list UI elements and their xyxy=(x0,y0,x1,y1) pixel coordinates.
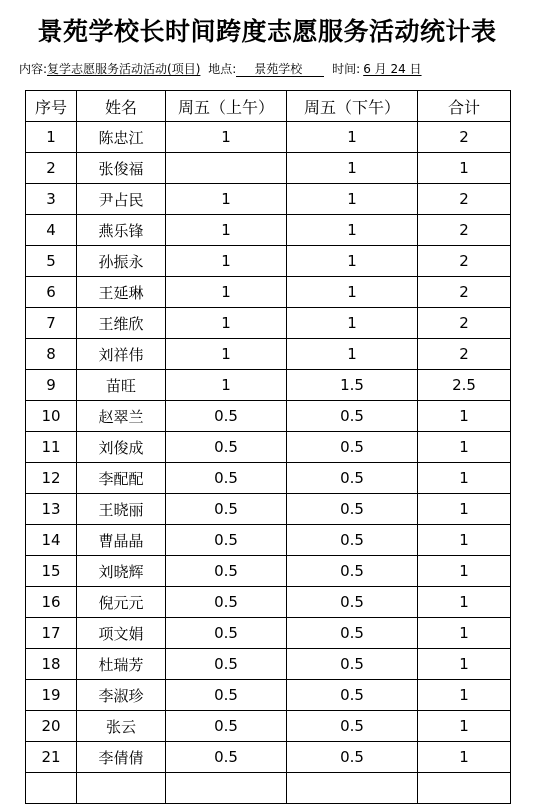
cell-index: 10 xyxy=(26,401,77,432)
cell-friday-morning: 0.5 xyxy=(166,649,287,680)
cell-total xyxy=(418,773,511,804)
cell-total: 2 xyxy=(418,308,511,339)
cell-index: 18 xyxy=(26,649,77,680)
table-row xyxy=(26,618,511,649)
cell-name: 陈忠江 xyxy=(77,122,166,153)
cell-name: 赵翠兰 xyxy=(77,401,166,432)
cell-friday-afternoon: 0.5 xyxy=(287,618,418,649)
cell-friday-afternoon: 1 xyxy=(287,122,418,153)
cell-friday-afternoon xyxy=(287,773,418,804)
cell-friday-afternoon: 0.5 xyxy=(287,556,418,587)
cell-total: 2.5 xyxy=(418,370,511,401)
cell-total: 2 xyxy=(418,122,511,153)
cell-total: 1 xyxy=(418,711,511,742)
table-row xyxy=(26,308,511,339)
cell-friday-morning: 0.5 xyxy=(166,618,287,649)
table-row xyxy=(26,711,511,742)
table-row xyxy=(26,339,511,370)
cell-total: 1 xyxy=(418,742,511,773)
cell-name: 倪元元 xyxy=(77,587,166,618)
header-total: 合计 xyxy=(418,91,511,122)
cell-friday-morning: 0.5 xyxy=(166,742,287,773)
cell-index: 14 xyxy=(26,525,77,556)
cell-friday-afternoon: 0.5 xyxy=(287,711,418,742)
cell-name: 王晓丽 xyxy=(77,494,166,525)
cell-index: 1 xyxy=(26,122,77,153)
cell-index: 8 xyxy=(26,339,77,370)
cell-friday-afternoon: 1.5 xyxy=(287,370,418,401)
table-row xyxy=(26,556,511,587)
table-row xyxy=(26,742,511,773)
cell-friday-morning: 1 xyxy=(166,122,287,153)
header-friday-morning: 周五（上午） xyxy=(166,91,287,122)
cell-total: 1 xyxy=(418,153,511,184)
cell-friday-morning: 1 xyxy=(166,184,287,215)
cell-friday-morning: 0.5 xyxy=(166,711,287,742)
cell-name: 李倩倩 xyxy=(77,742,166,773)
cell-total: 1 xyxy=(418,463,511,494)
cell-total: 1 xyxy=(418,401,511,432)
table-row xyxy=(26,215,511,246)
header-index: 序号 xyxy=(26,91,77,122)
header-friday-afternoon: 周五（下午） xyxy=(287,91,418,122)
cell-total: 1 xyxy=(418,432,511,463)
table-header-row xyxy=(26,91,511,122)
cell-index: 11 xyxy=(26,432,77,463)
cell-friday-afternoon: 0.5 xyxy=(287,587,418,618)
cell-friday-morning: 0.5 xyxy=(166,432,287,463)
cell-total: 1 xyxy=(418,649,511,680)
cell-name: 刘晓辉 xyxy=(77,556,166,587)
cell-index: 9 xyxy=(26,370,77,401)
cell-total: 1 xyxy=(418,494,511,525)
cell-total: 2 xyxy=(418,339,511,370)
table-row xyxy=(26,773,511,804)
cell-index: 15 xyxy=(26,556,77,587)
volunteer-stats-table xyxy=(25,90,511,804)
cell-friday-morning: 1 xyxy=(166,339,287,370)
cell-friday-afternoon: 0.5 xyxy=(287,742,418,773)
header-name: 姓名 xyxy=(77,91,166,122)
cell-friday-morning: 0.5 xyxy=(166,494,287,525)
table-row xyxy=(26,277,511,308)
cell-name: 燕乐锋 xyxy=(77,215,166,246)
table-row xyxy=(26,463,511,494)
cell-total: 1 xyxy=(418,556,511,587)
cell-name: 李淑珍 xyxy=(77,680,166,711)
cell-friday-afternoon: 1 xyxy=(287,215,418,246)
cell-friday-morning: 1 xyxy=(166,308,287,339)
cell-index: 2 xyxy=(26,153,77,184)
cell-friday-morning: 0.5 xyxy=(166,556,287,587)
table-row xyxy=(26,587,511,618)
cell-friday-morning: 1 xyxy=(166,215,287,246)
cell-index: 13 xyxy=(26,494,77,525)
cell-friday-afternoon: 0.5 xyxy=(287,494,418,525)
table-row xyxy=(26,370,511,401)
cell-index xyxy=(26,773,77,804)
cell-index: 4 xyxy=(26,215,77,246)
cell-name: 杜瑞芳 xyxy=(77,649,166,680)
cell-total: 2 xyxy=(418,215,511,246)
cell-friday-morning: 0.5 xyxy=(166,525,287,556)
cell-friday-morning xyxy=(166,773,287,804)
cell-friday-afternoon: 0.5 xyxy=(287,649,418,680)
cell-friday-afternoon: 1 xyxy=(287,153,418,184)
cell-friday-morning: 1 xyxy=(166,370,287,401)
cell-friday-afternoon: 0.5 xyxy=(287,401,418,432)
table-row xyxy=(26,680,511,711)
cell-friday-morning: 0.5 xyxy=(166,680,287,711)
cell-friday-afternoon: 1 xyxy=(287,184,418,215)
cell-friday-morning: 1 xyxy=(166,277,287,308)
table-row xyxy=(26,401,511,432)
table-row xyxy=(26,494,511,525)
table-row xyxy=(26,246,511,277)
cell-friday-morning xyxy=(166,153,287,184)
cell-index: 12 xyxy=(26,463,77,494)
cell-index: 19 xyxy=(26,680,77,711)
cell-total: 1 xyxy=(418,525,511,556)
cell-friday-morning: 0.5 xyxy=(166,587,287,618)
cell-name: 王延琳 xyxy=(77,277,166,308)
cell-index: 20 xyxy=(26,711,77,742)
time-value: 6 月 24 日 xyxy=(363,62,422,76)
cell-friday-afternoon: 0.5 xyxy=(287,463,418,494)
cell-total: 1 xyxy=(418,680,511,711)
cell-total: 1 xyxy=(418,587,511,618)
document-title: 景苑学校长时间跨度志愿服务活动统计表 xyxy=(37,17,497,46)
table-row xyxy=(26,153,511,184)
cell-name: 孙振永 xyxy=(77,246,166,277)
table-row xyxy=(26,432,511,463)
cell-name: 苗旺 xyxy=(77,370,166,401)
cell-total: 2 xyxy=(418,246,511,277)
cell-name: 尹占民 xyxy=(77,184,166,215)
cell-name: 刘祥伟 xyxy=(77,339,166,370)
cell-friday-afternoon: 1 xyxy=(287,277,418,308)
cell-name: 李配配 xyxy=(77,463,166,494)
location-label: 地点: xyxy=(208,62,237,76)
cell-name: 曹晶晶 xyxy=(77,525,166,556)
cell-index: 17 xyxy=(26,618,77,649)
location-value: 景苑学校 xyxy=(236,62,324,77)
cell-index: 7 xyxy=(26,308,77,339)
table-row xyxy=(26,525,511,556)
cell-friday-morning: 0.5 xyxy=(166,401,287,432)
cell-total: 1 xyxy=(418,618,511,649)
cell-name: 张云 xyxy=(77,711,166,742)
cell-friday-afternoon: 1 xyxy=(287,339,418,370)
content-value: 复学志愿服务活动活动(项目) xyxy=(47,62,201,76)
content-label: 内容: xyxy=(19,62,48,76)
cell-friday-afternoon: 1 xyxy=(287,308,418,339)
cell-total: 2 xyxy=(418,184,511,215)
cell-name: 张俊福 xyxy=(77,153,166,184)
cell-index: 6 xyxy=(26,277,77,308)
cell-name: 项文娟 xyxy=(77,618,166,649)
cell-index: 5 xyxy=(26,246,77,277)
cell-name xyxy=(77,773,166,804)
cell-index: 16 xyxy=(26,587,77,618)
table-row xyxy=(26,184,511,215)
table-row xyxy=(26,122,511,153)
cell-index: 3 xyxy=(26,184,77,215)
cell-friday-morning: 0.5 xyxy=(166,463,287,494)
table-row xyxy=(26,649,511,680)
cell-total: 2 xyxy=(418,277,511,308)
cell-friday-afternoon: 0.5 xyxy=(287,525,418,556)
cell-friday-afternoon: 0.5 xyxy=(287,432,418,463)
cell-index: 21 xyxy=(26,742,77,773)
cell-name: 王维欣 xyxy=(77,308,166,339)
time-label: 时间: xyxy=(332,62,361,76)
meta-line xyxy=(19,60,519,77)
cell-friday-afternoon: 0.5 xyxy=(287,680,418,711)
cell-name: 刘俊成 xyxy=(77,432,166,463)
cell-friday-afternoon: 1 xyxy=(287,246,418,277)
cell-friday-morning: 1 xyxy=(166,246,287,277)
